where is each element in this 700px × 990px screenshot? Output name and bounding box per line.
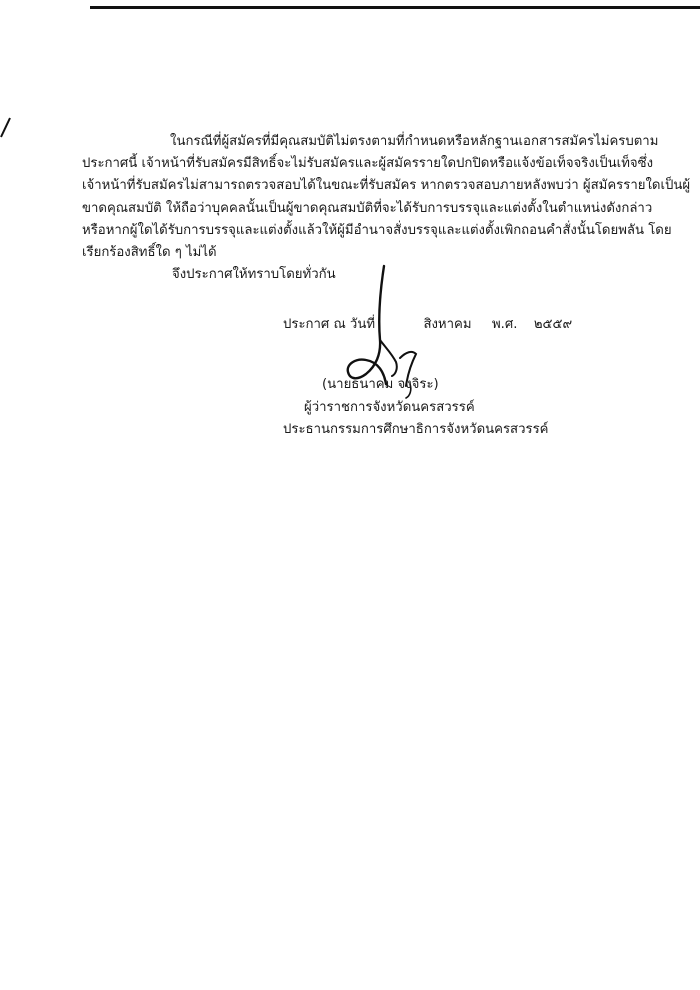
- body-line: เรียกร้องสิทธิ์ใด ๆ ไม่ได้: [82, 245, 217, 261]
- date-prefix: ประกาศ ณ วันที่: [283, 317, 376, 332]
- scan-edge-mark: [0, 116, 14, 138]
- signer-committee-title: ประธานกรรมการศึกษาธิการจังหวัดนครสวรรค์: [283, 422, 549, 437]
- date-era: พ.ศ.: [491, 317, 518, 332]
- closing-statement: จึงประกาศให้ทราบโดยทั่วกัน: [172, 267, 336, 282]
- body-line: ประกาศนี้ เจ้าหน้าที่รับสมัครมีสิทธิ์จะไม่รับสมัครและผู้สมัครรายใดปกปิดหรือแจ้งข้อเท็จจริงเป็นเท็จซึ่ง: [82, 156, 654, 172]
- body-line: หรือหากผู้ใดได้รับการบรรจุและแต่งตั้งแล้วให้ผู้มีอำนาจสั่งบรรจุและแต่งตั้งเพิกถอนคำสั่งนั้นโดยพลัน โดย: [82, 222, 672, 238]
- announcement-body: [82, 131, 691, 264]
- date-year: ๒๕๕๙: [533, 317, 573, 332]
- signer-title: ผู้ว่าราชการจังหวัดนครสวรรค์: [304, 400, 475, 415]
- body-line: ขาดคุณสมบัติ ให้ถือว่าบุคคลนั้นเป็นผู้ขาดคุณสมบัติที่จะได้รับการบรรจุและแต่งตั้งในตำแหน่งดังกล่าว: [82, 200, 653, 216]
- body-line: เจ้าหน้าที่รับสมัครไม่สามารถตรวจสอบได้ในขณะที่รับสมัคร หากตรวจสอบภายหลังพบว่า ผู้สมัครรายใดเป็นผู้: [82, 178, 691, 194]
- body-line: ในกรณีที่ผู้สมัครที่มีคุณสมบัติไม่ตรงตามที่กำหนดหรือหลักฐานเอกสารสมัครไม่ครบตาม: [170, 134, 659, 149]
- date-month: สิงหาคม: [423, 317, 472, 332]
- scan-edge-line: [90, 6, 700, 9]
- signer-name: (นายธนาคม จงจิระ): [322, 377, 439, 392]
